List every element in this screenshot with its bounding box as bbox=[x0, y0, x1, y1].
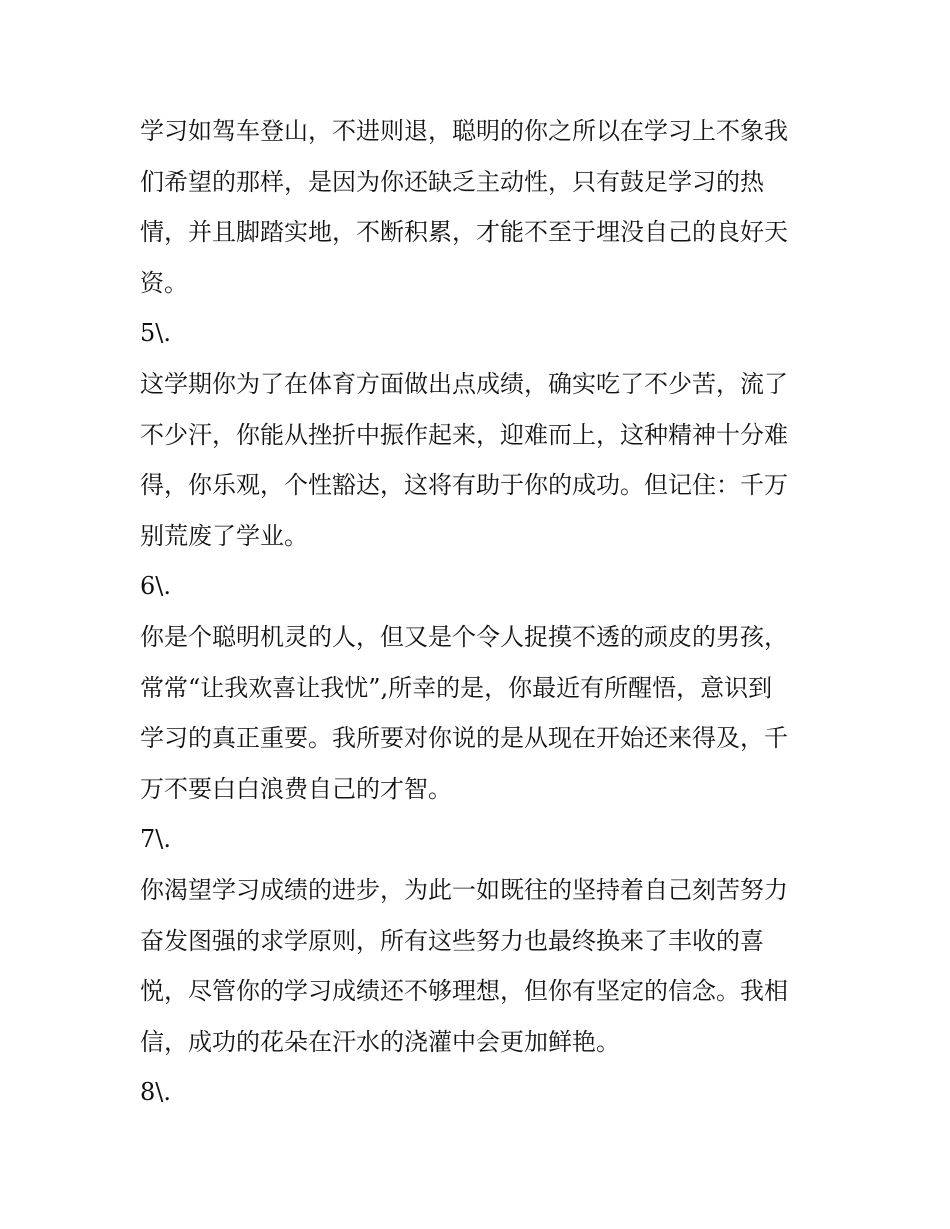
paragraph-line: 你是个聪明机灵的人，但又是个令人捉摸不透的顽皮的男孩， bbox=[140, 622, 788, 651]
comment-section-8 bbox=[140, 1067, 820, 1118]
paragraph-line: 学习如驾车登山，不进则退，聪明的你之所以在学习上不象我 bbox=[140, 117, 788, 145]
section-number: 6\. bbox=[140, 572, 171, 601]
comment-section-5 bbox=[140, 308, 820, 561]
paragraph-line: 悦，尽管你的学习成绩还不够理想，但你有坚定的信念。我相 bbox=[140, 977, 788, 1006]
section-number: 5\. bbox=[140, 319, 171, 348]
paragraph-line: 这学期你为了在体育方面做出点成绩，确实吃了不少苦，流了 bbox=[140, 369, 788, 398]
document-body bbox=[140, 106, 820, 1118]
paragraph-line: 常常“让我欢喜让我忧”,所幸的是，你最近有所醒悟，意识到 bbox=[140, 673, 773, 702]
paragraph-line: 信，成功的花朵在汗水的浇灌中会更加鲜艳。 bbox=[140, 1027, 620, 1056]
paragraph-line: 你渴望学习成绩的进步，为此一如既往的坚持着自己刻苦努力 bbox=[140, 875, 788, 904]
section-number: 8\. bbox=[140, 1078, 171, 1107]
comment-section-7 bbox=[140, 814, 820, 1067]
paragraph-line: 们希望的那样，是因为你还缺乏主动性，只有鼓足学习的热 bbox=[140, 167, 764, 196]
paragraph-line: 学习的真正重要。我所要对你说的是从现在开始还来得及，千 bbox=[140, 724, 788, 753]
paragraph-line: 情，并且脚踏实地，不断积累，才能不至于埋没自己的良好天 bbox=[140, 218, 788, 247]
paragraph-line: 万不要白白浪费自己的才智。 bbox=[140, 774, 452, 803]
section-number: 7\. bbox=[140, 825, 171, 854]
paragraph-line: 别荒废了学业。 bbox=[140, 521, 308, 550]
paragraph-line: 不少汗，你能从挫折中振作起来，迎难而上，这种精神十分难 bbox=[140, 420, 788, 449]
paragraph-line: 得，你乐观，个性豁达，这将有助于你的成功。但记住：千万 bbox=[140, 471, 788, 500]
paragraph-line: 资。 bbox=[140, 268, 188, 297]
paragraph-line: 奋发图强的求学原则，所有这些努力也最终换来了丰收的喜 bbox=[140, 926, 764, 955]
comment-section-6 bbox=[140, 561, 820, 814]
comment-paragraph-4 bbox=[140, 106, 820, 308]
